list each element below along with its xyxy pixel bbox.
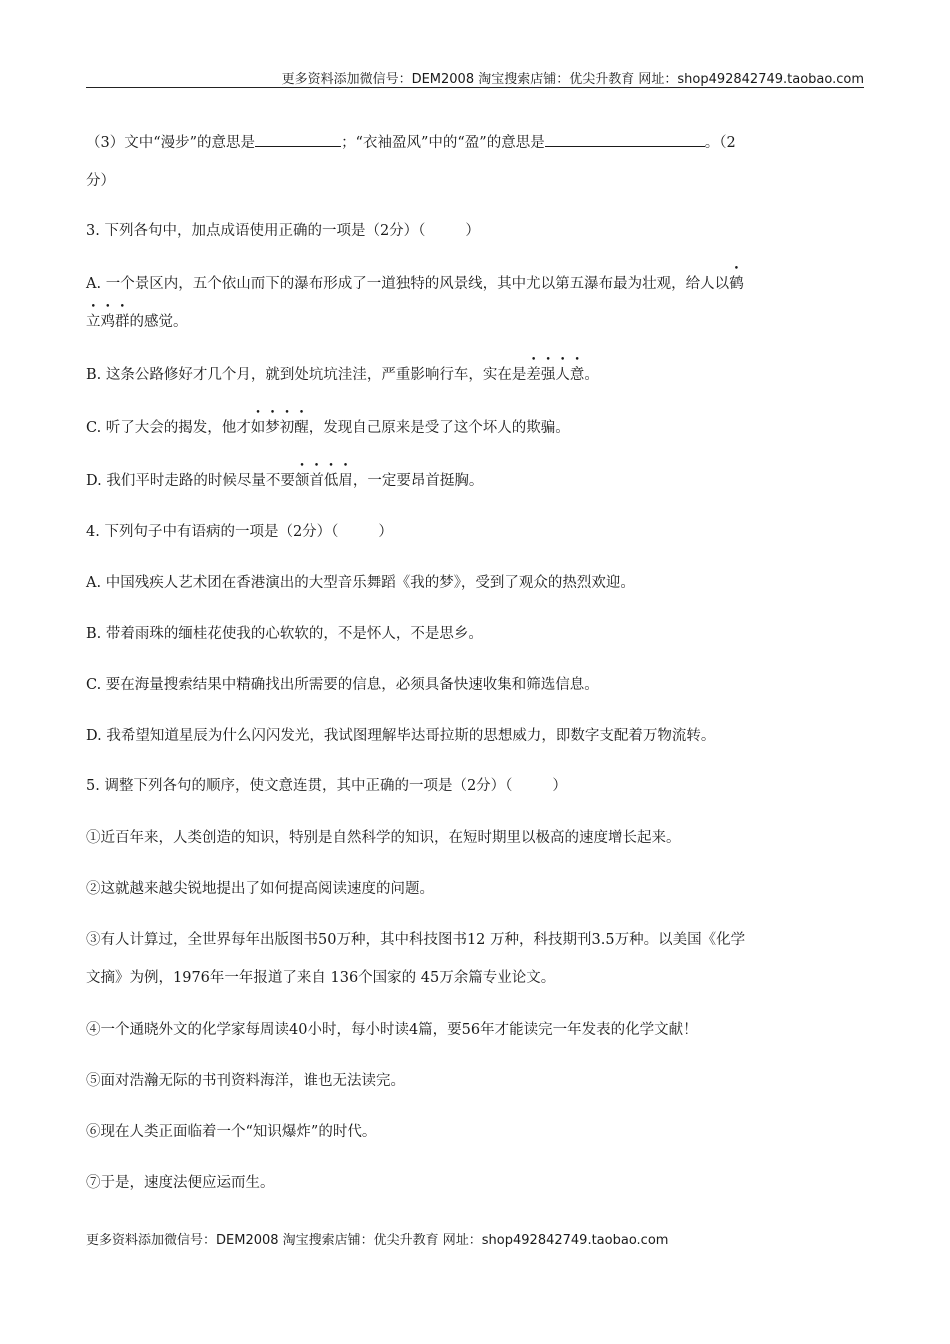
sentence-3-cont: 文摘》为例，1976年一年报道了来自 136个国家的 45万余篇专业论文。 [86,970,556,986]
sentence-6: ⑥现在人类正面临着一个“知识爆炸”的时代。 [86,1124,377,1140]
option-3a-cont: 立鸡群的感觉。 [86,314,188,330]
question-3-stem: 3. 下列各句中，加点成语使用正确的一项是（2分）（ ） [86,223,480,239]
question-2-part-3-cont: 分） [86,173,115,189]
dotted-idiom: 立鸡群 [86,314,130,330]
dotted-idiom: 如梦初醒 [250,420,309,436]
option-4d: D. 我希望知道星辰为什么闪闪发光，我试图理解毕达哥拉斯的思想威力，即数字支配着万物流转。 [86,728,716,744]
answer-blank-2[interactable] [545,132,705,147]
dotted-idiom: 差强人意 [526,367,585,383]
option-3b: B. 这条公路修好才几个月，就到处坑坑洼洼，严重影响行车，实在是差强人意。 [86,367,599,383]
page-footer: 更多资料添加微信号：DEM2008 淘宝搜索店铺：优尖升教育 网址：shop492842749.taobao.com [86,1233,669,1248]
question-4-stem: 4. 下列句子中有语病的一项是（2分）（ ） [86,524,393,540]
sentence-7: ⑦于是，速度法便应运而生。 [86,1175,275,1191]
sentence-3: ③有人计算过，全世界每年出版图书50万种，其中科技图书12 万种，科技期刊3.5万种。以美国《化学 [86,932,746,948]
option-4a: A. 中国残疾人艺术团在香港演出的大型音乐舞蹈《我的梦》，受到了观众的热烈欢迎。 [86,575,635,591]
option-3c: C. 听了大会的揭发，他才如梦初醒，发现自己原来是受了这个坏人的欺骗。 [86,420,570,436]
option-3a: A. 一个景区内，五个依山而下的瀑布形成了一道独特的风景线，其中尤以第五瀑布最为壮观，给人以鹤 [86,276,744,292]
question-5-stem: 5. 调整下列各句的顺序，使文意连贯，其中正确的一项是（2分）（ ） [86,778,567,794]
sentence-2: ②这就越来越尖锐地提出了如何提高阅读速度的问题。 [86,881,434,897]
sentence-5: ⑤面对浩瀚无际的书刊资料海洋，谁也无法读完。 [86,1073,405,1089]
page-header: 更多资料添加微信号：DEM2008 淘宝搜索店铺：优尖升教育 网址：shop492842749.taobao.com [281,72,864,87]
option-4c: C. 要在海量搜索结果中精确找出所需要的信息，必须具备快速收集和筛选信息。 [86,677,599,693]
option-3d: D. 我们平时走路的时候尽量不要颔首低眉，一定要昂首挺胸。 [86,473,484,489]
dotted-idiom: 鹤 [729,276,744,292]
header-divider [86,87,864,88]
option-4b: B. 带着雨珠的缅桂花使我的心软软的，不是怀人，不是思乡。 [86,626,483,642]
sentence-1: ①近百年来，人类创造的知识，特别是自然科学的知识，在短时期里以极高的速度增长起来。 [86,830,681,846]
dotted-idiom: 颔首低眉 [294,473,353,489]
answer-blank-1[interactable] [255,132,341,147]
sentence-4: ④一个通晓外文的化学家每周读40小时，每小时读4篇，要56年才能读完一年发表的化学文献！ [86,1022,698,1038]
question-2-part-3: （3）文中“漫步”的意思是 ；“衣袖盈风”中的“盈”的意思是 。（2 [86,131,866,152]
